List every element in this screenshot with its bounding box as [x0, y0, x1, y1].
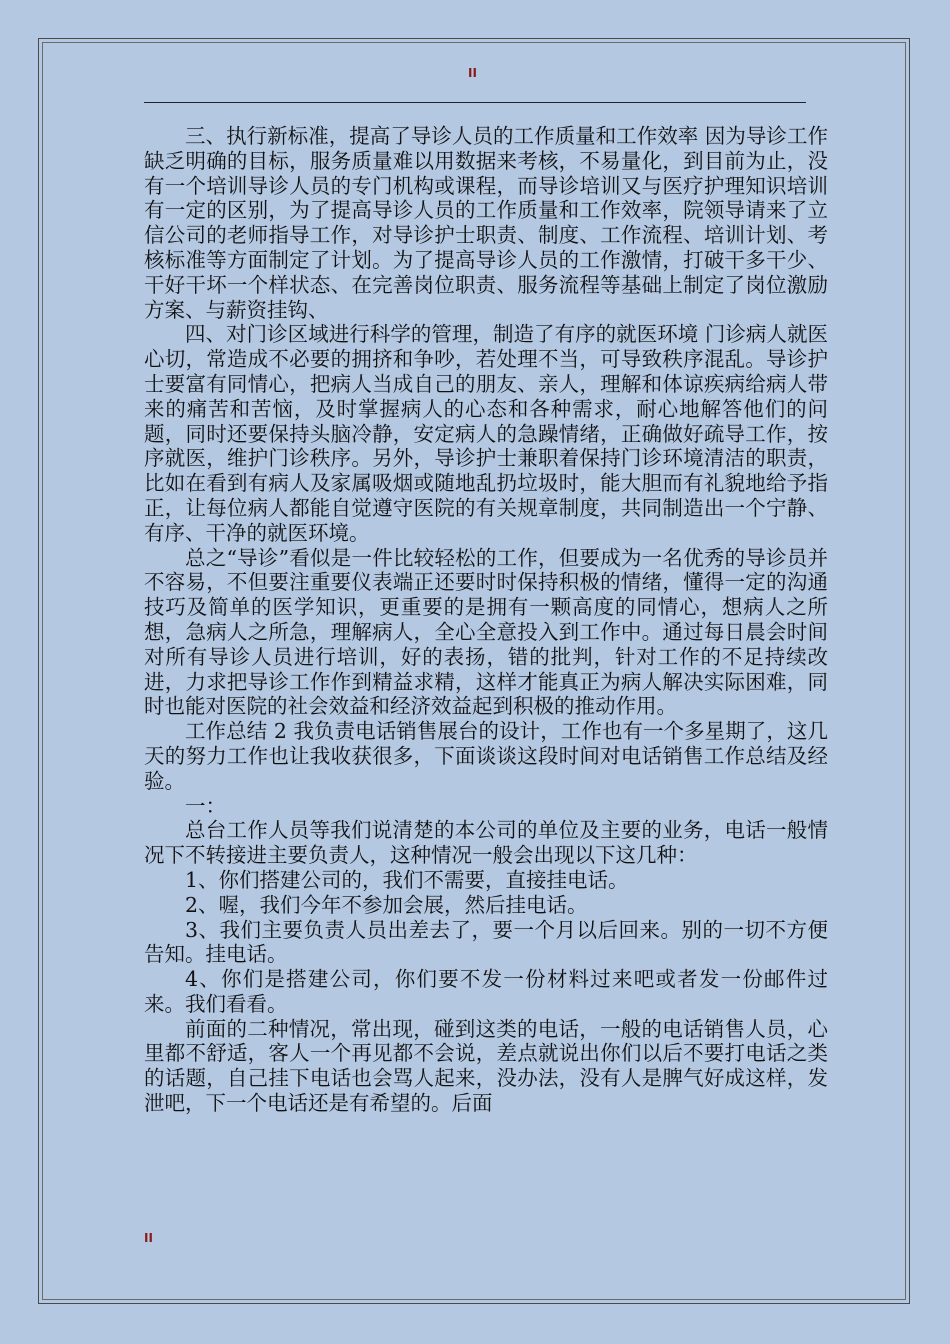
paragraph-heading-one: 一：	[185, 793, 226, 818]
paragraph-section-four: 四、对门诊区域进行科学的管理，制造了有序的就医环境 门诊病人就医心切，常造成不必要的拥挤和争吵，若处理不当，可导致秩序混乱。导诊护士要富有同情心，把病人当成自己的朋友、亲人，理解和体谅疾病给病人带来的痛苦和苦恼，及时掌握病人的心态和各种需求，耐心地解答他们的问题，同时还要保持头脑冷静，安定病人的急躁情绪，正确做好疏导工作，按序就医，维护门诊秩序。另外，导诊护士兼职着保持门诊环境清洁的职责，比如在看到有病人及家属吸烟或随地乱扔垃圾时，能大胆而有礼貌地给予指正，让每位病人都能自觉遵守医院的有关规章制度，共同制造出一个宁静、有序、干净的就医环境。	[144, 322, 828, 545]
paragraph-section-three: 三、执行新标准，提高了导诊人员的工作质量和工作效率 因为导诊工作缺乏明确的目标，服务质量难以用数据来考核，不易量化，到目前为止，没有一个培训导诊人员的专门机构或课程，而导诊培训又与医疗护理知识培训有一定的区别，为了提高导诊人员的工作质量和工作效率，院领导请来了立信公司的老师指导工作，对导诊护士职责、制度、工作流程、培训计划、考核标准等方面制定了计划。为了提高导诊人员的工作激情，打破干多干少、干好干坏一个样状态、在完善岗位职责、服务流程等基础上制定了岗位激励方案、与薪资挂钩、	[144, 124, 828, 322]
paragraph-work-summary-2: 工作总结 2 我负责电话销售展台的设计，工作也有一个多星期了，这几天的努力工作也让我收获很多，下面谈谈这段时间对电话销售工作总结及经验。	[144, 719, 828, 793]
header-rule	[144, 102, 806, 103]
list-item-4: 4、你们是搭建公司，你们要不发一份材料过来吧或者发一份邮件过来。我们看看。	[144, 967, 828, 1016]
list-item-3: 3、我们主要负责人员出差去了，要一个月以后回来。别的一切不方便告知。挂电话。	[144, 917, 828, 967]
list-item-2: 2、喔，我们今年不参加会展，然后挂电话。	[185, 892, 588, 917]
paragraph-front-desk: 总台工作人员等我们说清楚的本公司的单位及主要的业务，电话一般情况下不转接进主要负责人，这种情况一般会出现以下这几种：	[144, 818, 828, 868]
paragraph-summary: 总之“导诊”看似是一件比较轻松的工作，但要成为一名优秀的导诊员并不容易，不但要注重要仪表端正还要时时保持积极的情绪，懂得一定的沟通技巧及简单的医学知识，更重要的是拥有一颗高度的同情心，想病人之所想，急病人之所急，理解病人，全心全意投入到工作中。通过每日晨会时间对所有导诊人员进行培训，好的表扬，错的批判，针对工作的不足持续改进，力求把导诊工作作到精益求精，这样才能真正为病人解决实际困难，同时也能对医院的社会效益和经济效益起到积极的推动作用。	[144, 545, 828, 719]
footer-mark: II	[144, 1231, 153, 1245]
list-item-1: 1、你们搭建公司的，我们不需要，直接挂电话。	[185, 867, 629, 892]
header-mark: II	[468, 66, 477, 80]
paragraph-first-two-cases: 前面的二种情况，常出现，碰到这类的电话，一般的电话销售人员，心里都不舒适，客人一个再见都不会说，差点就说出你们以后不要打电话之类的话题，自己挂下电话也会骂人起来，没办法，没有人是脾气好成这样，发泄吧，下一个电话还是有希望的。后面	[144, 1016, 828, 1116]
document-body	[144, 124, 828, 1116]
